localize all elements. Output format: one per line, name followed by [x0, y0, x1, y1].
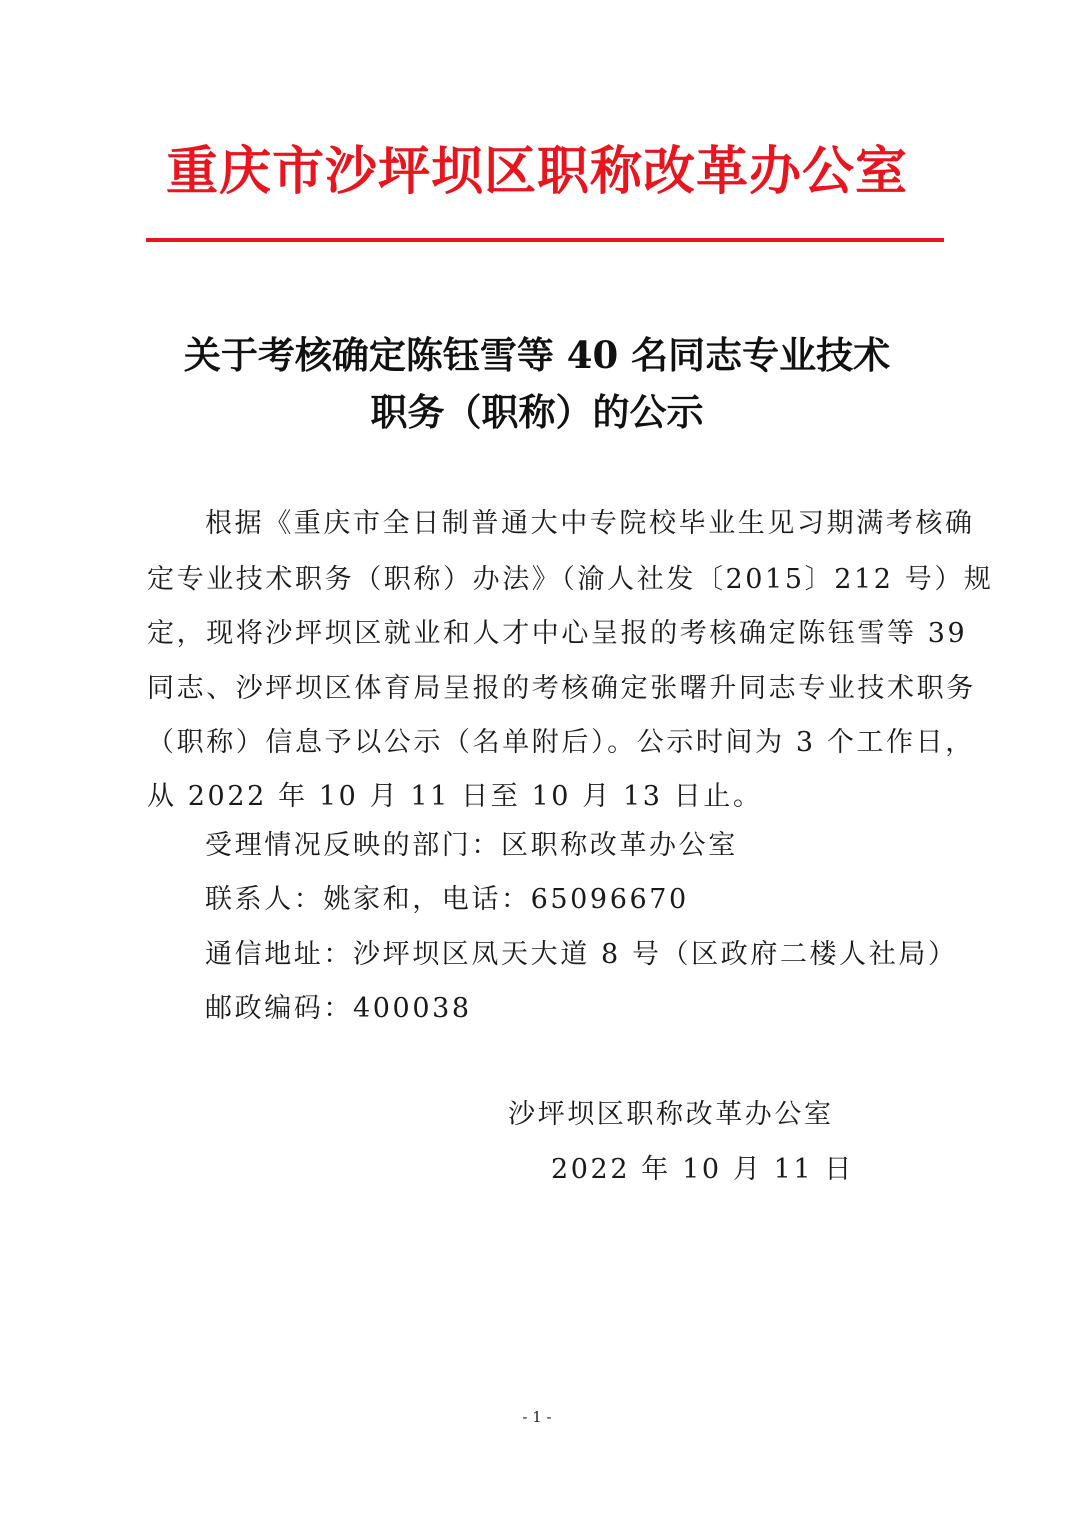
- document-title-line-1: 关于考核确定陈钰雪等 40 名同志专业技术: [183, 333, 891, 377]
- signature-org: 沙坪坝区职称改革办公室: [508, 1099, 834, 1130]
- contact-person-phone: 联系人：姚家和，电话：65096670: [205, 884, 689, 915]
- paragraph-line: 定专业技术职务（职称）办法》（渝人社发〔2015〕212 号）规: [147, 564, 994, 595]
- document-title-line-2: 职务（职称）的公示: [370, 390, 704, 434]
- page-number: - 1 -: [522, 1408, 552, 1426]
- paragraph-line: 同志、沙坪坝区体育局呈报的考核确定张曙升同志专业技术职务: [147, 673, 976, 704]
- paragraph-line: 定，现将沙坪坝区就业和人才中心呈报的考核确定陈钰雪等 39: [147, 618, 968, 649]
- paragraph-line: 根据《重庆市全日制普通大中专院校毕业生见习期满考核确: [205, 508, 975, 539]
- org-header: 重庆市沙坪坝区职称改革办公室: [165, 142, 908, 202]
- header-divider: [146, 238, 944, 242]
- postal-code: 邮政编码：400038: [205, 993, 472, 1024]
- paragraph-line: 从 2022 年 10 月 11 日至 10 月 13 日止。: [147, 781, 763, 812]
- signature-date: 2022 年 10 月 11 日: [551, 1154, 854, 1185]
- mailing-address: 通信地址：沙坪坝区凤天大道 8 号（区政府二楼人社局）: [205, 939, 958, 970]
- complaint-department: 受理情况反映的部门：区职称改革办公室: [205, 830, 738, 861]
- paragraph-line: （职称）信息予以公示（名单附后）。公示时间为 3 个工作日，: [147, 727, 975, 758]
